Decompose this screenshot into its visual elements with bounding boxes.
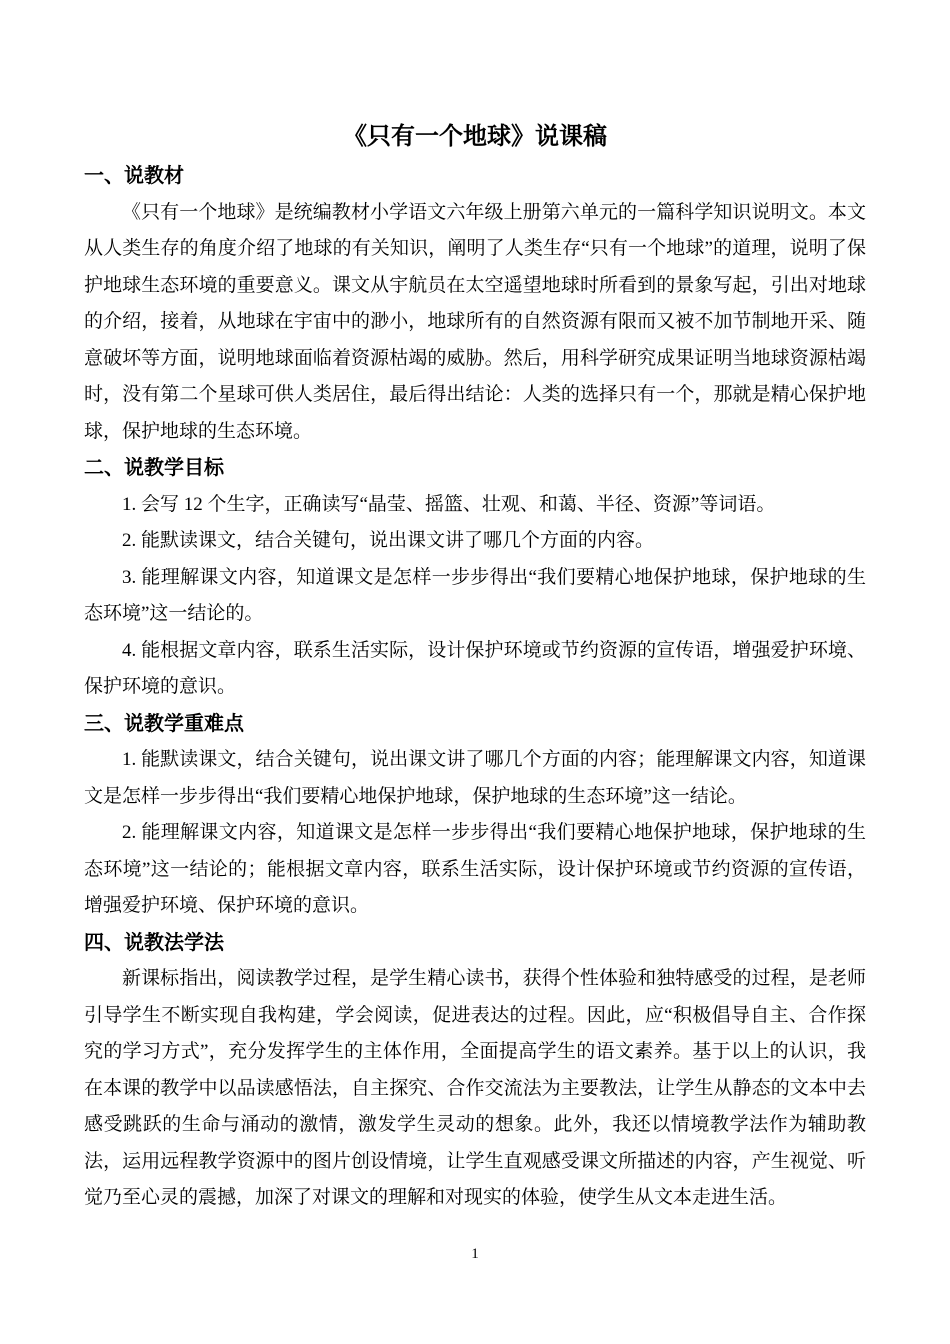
section-2-heading: 二、说教学目标 [84,457,224,479]
section-3-paragraph-1: 1. 能默读课文，结合关键句，说出课文讲了哪几个方面的内容；能理解课文内容，知道课文是怎样一步步得出“我们要精心地保护地球，保护地球的生态环境”这一结论。 [84,749,866,807]
page-number: 1 [471,1246,479,1262]
section-2-paragraph-1: 1. 会写 12 个生字，正确读写“晶莹、摇篮、壮观、和蔼、半径、资源”等词语。 [122,493,776,515]
section-4-paragraph-1: 新课标指出，阅读教学过程，是学生精心读书，获得个性体验和独特感受的过程，是老师引导学生不断实现自我构建，学会阅读，促进表达的过程。因此，应“积极倡导自主、合作探究的学习方式”，充分发挥学生的主体作用，全面提高学生的语文素养。基于以上的认识，我在本课的教学中以品读感悟法，自主探究、合作交流法为主要教法，让学生从静态的文本中去感受跳跃的生命与涌动的激情，激发学生灵动的想象。此外，我还以情境教学法作为辅助教法，运用远程教学资源中的图片创设情境，让学生直观感受课文所描述的内容，产生视觉、听觉乃至心灵的震撼，加深了对课文的理解和对现实的体验，使学生从文本走进生活。 [84,968,866,1208]
section-2-paragraph-3: 3. 能理解课文内容，知道课文是怎样一步步得出“我们要精心地保护地球，保护地球的生态环境”这一结论的。 [84,566,866,624]
document-title: 《只有一个地球》说课稿 [343,123,607,150]
section-4-heading: 四、说教法学法 [84,931,224,954]
section-1-paragraph-1: 《只有一个地球》是统编教材小学语文六年级上册第六单元的一篇科学知识说明文。本文从人类生存的角度介绍了地球的有关知识，阐明了人类生存“只有一个地球”的道理，说明了保护地球生态环境的重要意义。课文从宇航员在太空遥望地球时所看到的景象写起，引出对地球的介绍，接着，从地球在宇宙中的渺小，地球所有的自然资源有限而又被不加节制地开采、随意破坏等方面，说明地球面临着资源枯竭的威胁。然后，用科学研究成果证明当地球资源枯竭时，没有第二个星球可供人类居住，最后得出结论：人类的选择只有一个，那就是精心保护地球，保护地球的生态环境。 [84,201,866,442]
section-3-heading: 三、说教学重难点 [84,712,244,735]
section-3-paragraph-2: 2. 能理解课文内容，知道课文是怎样一步步得出“我们要精心地保护地球，保护地球的生态环境”这一结论的；能根据文章内容，联系生活实际，设计保护环境或节约资源的宣传语，增强爱护环境、保护环境的意识。 [84,822,866,916]
section-1-heading: 一、说教材 [84,165,184,187]
section-2-paragraph-4: 4. 能根据文章内容，联系生活实际，设计保护环境或节约资源的宣传语，增强爱护环境、保护环境的意识。 [84,639,866,697]
section-2-paragraph-2: 2. 能默读课文，结合关键句，说出课文讲了哪几个方面的内容。 [122,530,655,551]
